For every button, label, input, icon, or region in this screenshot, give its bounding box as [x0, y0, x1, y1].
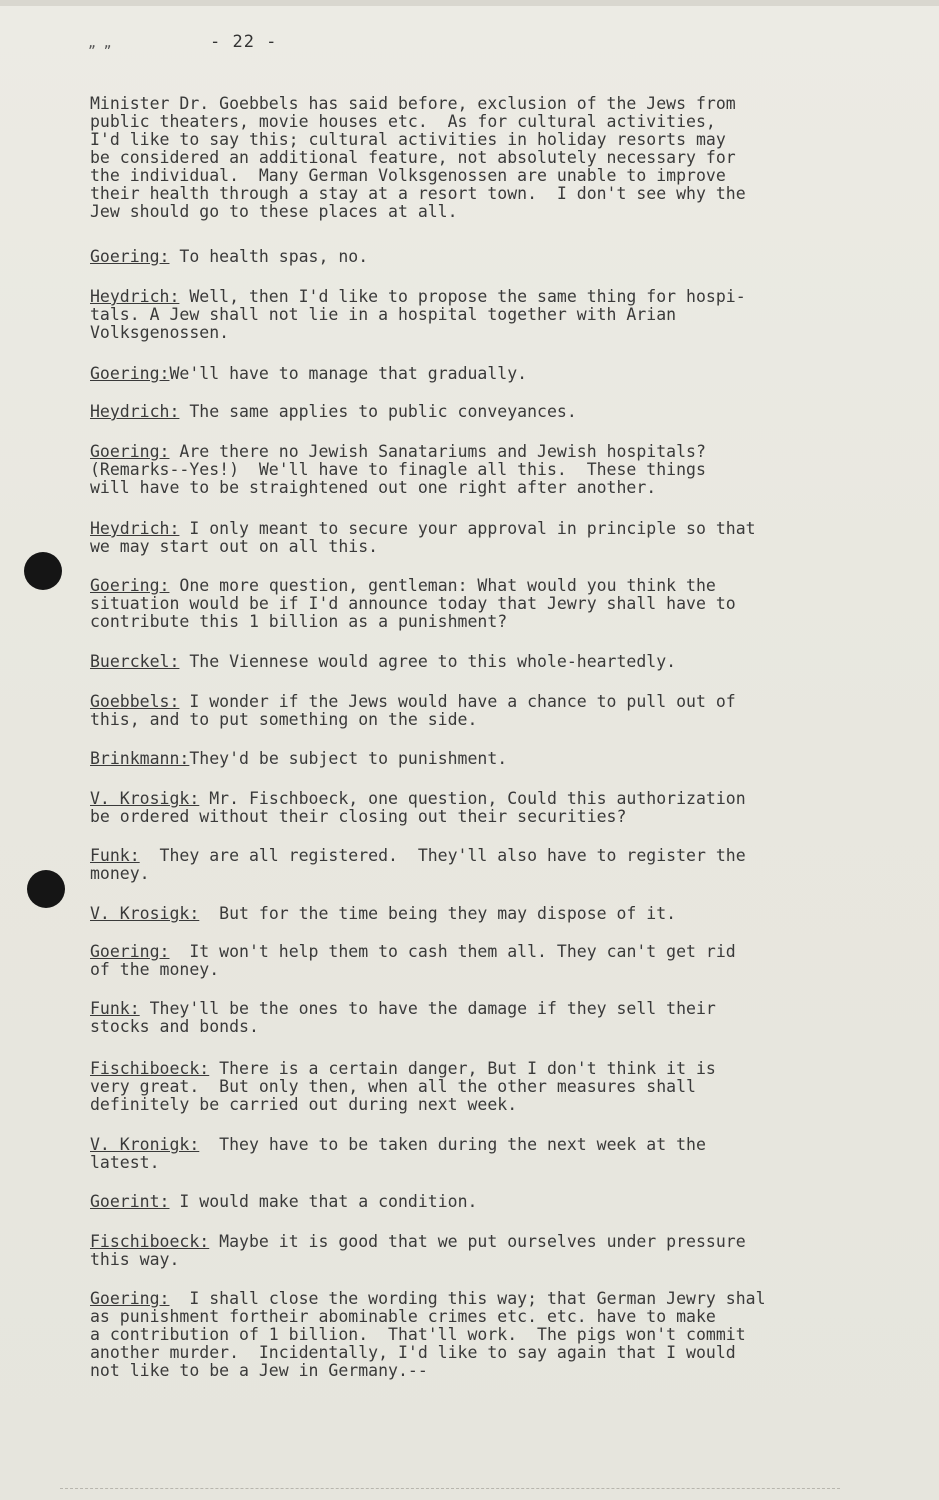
- paragraph-text: The Viennese would agree to this whole-heartedly.: [179, 652, 677, 671]
- paragraph-2: [90, 288, 890, 342]
- speaker-name: Goering:: [90, 364, 170, 383]
- speaker-name: Goebbels:: [90, 692, 180, 711]
- page-number: - 22 -: [210, 32, 278, 52]
- paragraph-7: [90, 577, 890, 631]
- speaker-name: Goering:: [90, 576, 170, 595]
- paragraph-6: [90, 520, 890, 556]
- paragraph-text: The same applies to public conveyances.: [179, 402, 577, 421]
- paragraph-17: [90, 1136, 890, 1172]
- speaker-name: Goering:: [90, 1289, 170, 1308]
- speaker-name: Funk:: [90, 846, 140, 865]
- paragraph-11: [90, 790, 890, 826]
- paragraph-text: They have to be taken during the next week at the latest.: [90, 1135, 706, 1172]
- speaker-name: V. Kronigk:: [90, 1135, 200, 1154]
- paragraph-text: Minister Dr. Goebbels has said before, exclusion of the Jews from public theaters, movie houses etc. As for cultural activities, I'd like to say this; cultural activities in holiday resorts may be considered an additional feature, not absolutely necessary for the individual. Many German Volksgenossen are unable to improve their health through a stay at a resort town. I don't see why the Jew should go to these places at all.: [90, 94, 746, 221]
- paragraph-5: [90, 443, 890, 497]
- paragraph-18: [90, 1193, 890, 1211]
- speaker-name: Goerint:: [90, 1192, 170, 1211]
- paragraph-text: There is a certain danger, But I don't think it is very great. But only then, when all the other measures shall definitely be carried out during next week.: [90, 1059, 716, 1114]
- punch-hole-top: [24, 552, 62, 590]
- paragraph-16: [90, 1060, 890, 1114]
- speaker-name: V. Krosigk:: [90, 904, 200, 923]
- paragraph-text: I wonder if the Jews would have a chance to pull out of this, and to put something on the side.: [90, 692, 736, 729]
- paragraph-13: [90, 905, 890, 923]
- bottom-rule: [60, 1488, 840, 1490]
- paragraph-text: But for the time being they may dispose of it.: [199, 904, 677, 923]
- speaker-name: Fischiboeck:: [90, 1059, 210, 1078]
- paragraph-15: [90, 1000, 890, 1036]
- speaker-name: Brinkmann:: [90, 749, 190, 768]
- paragraph-19: [90, 1233, 890, 1269]
- paragraph-3: [90, 365, 890, 383]
- paragraph-text: They are all registered. They'll also have to register the money.: [90, 846, 746, 883]
- paragraph-12: [90, 847, 890, 883]
- paragraph-10: [90, 750, 890, 768]
- paragraph-text: I shall close the wording this way; that German Jewry shal as punishment fortheir abominable crimes etc. etc. have to make a contribution of 1 billion. That'll work. The pigs won't commit another murder. Incidentally, I'd like to say again that I would not like to be a Jew in Germany.--: [90, 1289, 766, 1380]
- speaker-name: Goering:: [90, 942, 170, 961]
- paragraph-14: [90, 943, 890, 979]
- speaker-name: Goering:: [90, 247, 170, 266]
- speaker-name: V. Krosigk:: [90, 789, 200, 808]
- paragraph-text: It won't help them to cash them all. They can't get rid of the money.: [90, 942, 736, 979]
- speaker-name: Goering:: [90, 442, 170, 461]
- paragraph-text: Mr. Fischboeck, one question, Could this authorization be ordered without their closing out their securities?: [90, 789, 746, 826]
- paragraph-20: [90, 1290, 890, 1380]
- paragraph-text: I would make that a condition.: [169, 1192, 478, 1211]
- punch-hole-bottom: [27, 870, 65, 908]
- paragraph-text: Well, then I'd like to propose the same thing for hospi- tals. A Jew shall not lie in a hospital together with Arian Volksgenossen.: [90, 287, 746, 342]
- paragraph-text: They'd be subject to punishment.: [189, 749, 508, 768]
- speaker-name: Heydrich:: [90, 402, 180, 421]
- paragraph-text: Maybe it is good that we put ourselves under pressure this way.: [90, 1232, 746, 1269]
- speaker-name: Buerckel:: [90, 652, 180, 671]
- paragraph-text: One more question, gentleman: What would you think the situation would be if I'd announce today that Jewry shall have to contribute this 1 billion as a punishment?: [90, 576, 736, 631]
- paragraph-text: I only meant to secure your approval in principle so that we may start out on all this.: [90, 519, 756, 556]
- speaker-name: Heydrich:: [90, 287, 180, 306]
- paragraph-8: [90, 653, 890, 671]
- speaker-name: Heydrich:: [90, 519, 180, 538]
- paragraph-4: [90, 403, 890, 421]
- page-top-edge: [0, 0, 939, 6]
- paragraph-text: We'll have to manage that gradually.: [169, 364, 528, 383]
- paragraph-text: To health spas, no.: [169, 247, 369, 266]
- speaker-name: Fischiboeck:: [90, 1232, 210, 1251]
- paragraph-9: [90, 693, 890, 729]
- paragraph-text: Are there no Jewish Sanatariums and Jewish hospitals? (Remarks--Yes!) We'll have to finagle all this. These things will have to be straightened out one right after another.: [90, 442, 706, 497]
- paragraph-text: They'll be the ones to have the damage if they sell their stocks and bonds.: [90, 999, 716, 1036]
- paragraph-1: [90, 248, 890, 266]
- header-marks: „ „: [88, 36, 112, 51]
- speaker-name: Funk:: [90, 999, 140, 1018]
- paragraph-0: [90, 95, 890, 221]
